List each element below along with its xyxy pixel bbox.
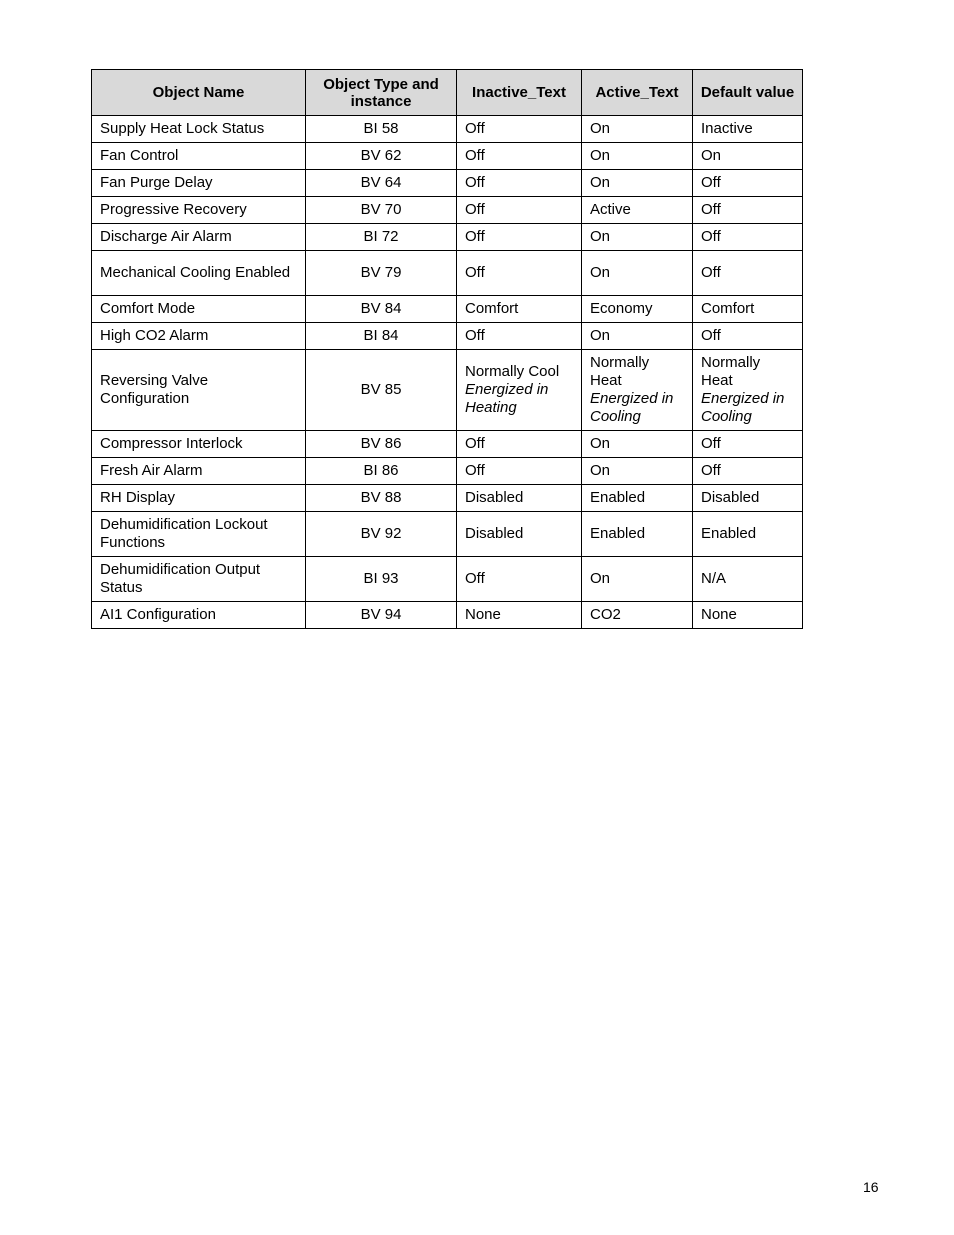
cell-active-text: On (582, 116, 693, 143)
cell-object-name: Comfort Mode (92, 296, 306, 323)
cell-inactive-text: Off (457, 251, 582, 296)
cell-inactive-text: Off (457, 224, 582, 251)
cell-default-value: N/A (693, 557, 803, 602)
cell-inactive-text: Off (457, 116, 582, 143)
table-row (92, 512, 803, 557)
cell-object-type: BV 86 (306, 431, 457, 458)
header-default-value: Default value (693, 70, 803, 116)
cell-object-type: BI 86 (306, 458, 457, 485)
table-row (92, 557, 803, 602)
cell-default-value: Off (693, 323, 803, 350)
cell-active-text: On (582, 458, 693, 485)
table-row (92, 251, 803, 296)
header-object-name: Object Name (92, 70, 306, 116)
cell-active-text (582, 350, 693, 431)
cell-object-type: BI 72 (306, 224, 457, 251)
table-row (92, 431, 803, 458)
cell-object-name: High CO2 Alarm (92, 323, 306, 350)
cell-default-value (693, 350, 803, 431)
cell-default-value: Off (693, 458, 803, 485)
cell-object-name: Mechanical Cooling Enabled (92, 251, 306, 296)
table-row (92, 116, 803, 143)
cell-inactive-text: Off (457, 431, 582, 458)
cell-object-name: Discharge Air Alarm (92, 224, 306, 251)
cell-object-type: BI 58 (306, 116, 457, 143)
cell-object-name: Supply Heat Lock Status (92, 116, 306, 143)
cell-default-value: Off (693, 431, 803, 458)
table-header (92, 70, 803, 116)
cell-active-text: Enabled (582, 485, 693, 512)
table-row (92, 323, 803, 350)
cell-object-name: Fresh Air Alarm (92, 458, 306, 485)
cell-default-value: Enabled (693, 512, 803, 557)
active-text-value: Normally Heat (590, 354, 650, 389)
inactive-text-value: Normally Cool (465, 363, 560, 380)
cell-inactive-text: Off (457, 323, 582, 350)
cell-active-text: On (582, 143, 693, 170)
cell-object-name: RH Display (92, 485, 306, 512)
cell-active-text: On (582, 170, 693, 197)
table-row (92, 296, 803, 323)
cell-object-type: BV 84 (306, 296, 457, 323)
inactive-text-note: Energized in Heating (465, 381, 549, 416)
cell-object-type: BV 70 (306, 197, 457, 224)
cell-default-value: On (693, 143, 803, 170)
cell-active-text: Economy (582, 296, 693, 323)
table-row (92, 197, 803, 224)
table-row (92, 602, 803, 629)
cell-inactive-text (457, 350, 582, 431)
table-row (92, 458, 803, 485)
cell-object-type: BV 64 (306, 170, 457, 197)
bacnet-objects-table (91, 69, 803, 629)
cell-inactive-text: None (457, 602, 582, 629)
table-row (92, 143, 803, 170)
default-value-note: Energized in Cooling (701, 390, 785, 425)
cell-default-value: Inactive (693, 116, 803, 143)
cell-default-value: Off (693, 197, 803, 224)
active-text-note: Energized in Cooling (590, 390, 674, 425)
cell-object-name: Fan Purge Delay (92, 170, 306, 197)
cell-object-type: BV 92 (306, 512, 457, 557)
table-row (92, 350, 803, 431)
cell-active-text: On (582, 557, 693, 602)
cell-object-name: AI1 Configuration (92, 602, 306, 629)
cell-object-type: BI 84 (306, 323, 457, 350)
cell-inactive-text: Off (457, 557, 582, 602)
cell-active-text: On (582, 224, 693, 251)
table-body (92, 116, 803, 629)
cell-default-value: Off (693, 170, 803, 197)
cell-object-name: Fan Control (92, 143, 306, 170)
header-inactive-text: Inactive_Text (457, 70, 582, 116)
cell-default-value: Off (693, 224, 803, 251)
cell-object-name: Dehumidification Lockout Functions (92, 512, 306, 557)
cell-object-type: BV 79 (306, 251, 457, 296)
cell-inactive-text: Disabled (457, 512, 582, 557)
cell-active-text: CO2 (582, 602, 693, 629)
cell-default-value: Comfort (693, 296, 803, 323)
cell-object-type: BV 85 (306, 350, 457, 431)
cell-inactive-text: Off (457, 170, 582, 197)
cell-active-text: Enabled (582, 512, 693, 557)
cell-default-value: Off (693, 251, 803, 296)
cell-object-type: BV 88 (306, 485, 457, 512)
table-row (92, 224, 803, 251)
default-value-text: Normally Heat (701, 354, 761, 389)
cell-inactive-text: Disabled (457, 485, 582, 512)
cell-active-text: On (582, 323, 693, 350)
header-active-text: Active_Text (582, 70, 693, 116)
cell-default-value: None (693, 602, 803, 629)
cell-inactive-text: Off (457, 458, 582, 485)
cell-inactive-text: Off (457, 197, 582, 224)
header-object-type: Object Type and instance (306, 70, 457, 116)
page-number: 16 (863, 1179, 879, 1195)
table-row (92, 170, 803, 197)
header-row (92, 70, 803, 116)
cell-default-value: Disabled (693, 485, 803, 512)
cell-object-name: Reversing Valve Configuration (92, 350, 306, 431)
cell-inactive-text: Comfort (457, 296, 582, 323)
cell-object-name: Progressive Recovery (92, 197, 306, 224)
cell-inactive-text: Off (457, 143, 582, 170)
table-row (92, 485, 803, 512)
cell-object-name: Dehumidification Output Status (92, 557, 306, 602)
cell-object-name: Compressor Interlock (92, 431, 306, 458)
cell-active-text: On (582, 431, 693, 458)
cell-object-type: BV 62 (306, 143, 457, 170)
cell-object-type: BV 94 (306, 602, 457, 629)
cell-active-text: Active (582, 197, 693, 224)
cell-object-type: BI 93 (306, 557, 457, 602)
cell-active-text: On (582, 251, 693, 296)
